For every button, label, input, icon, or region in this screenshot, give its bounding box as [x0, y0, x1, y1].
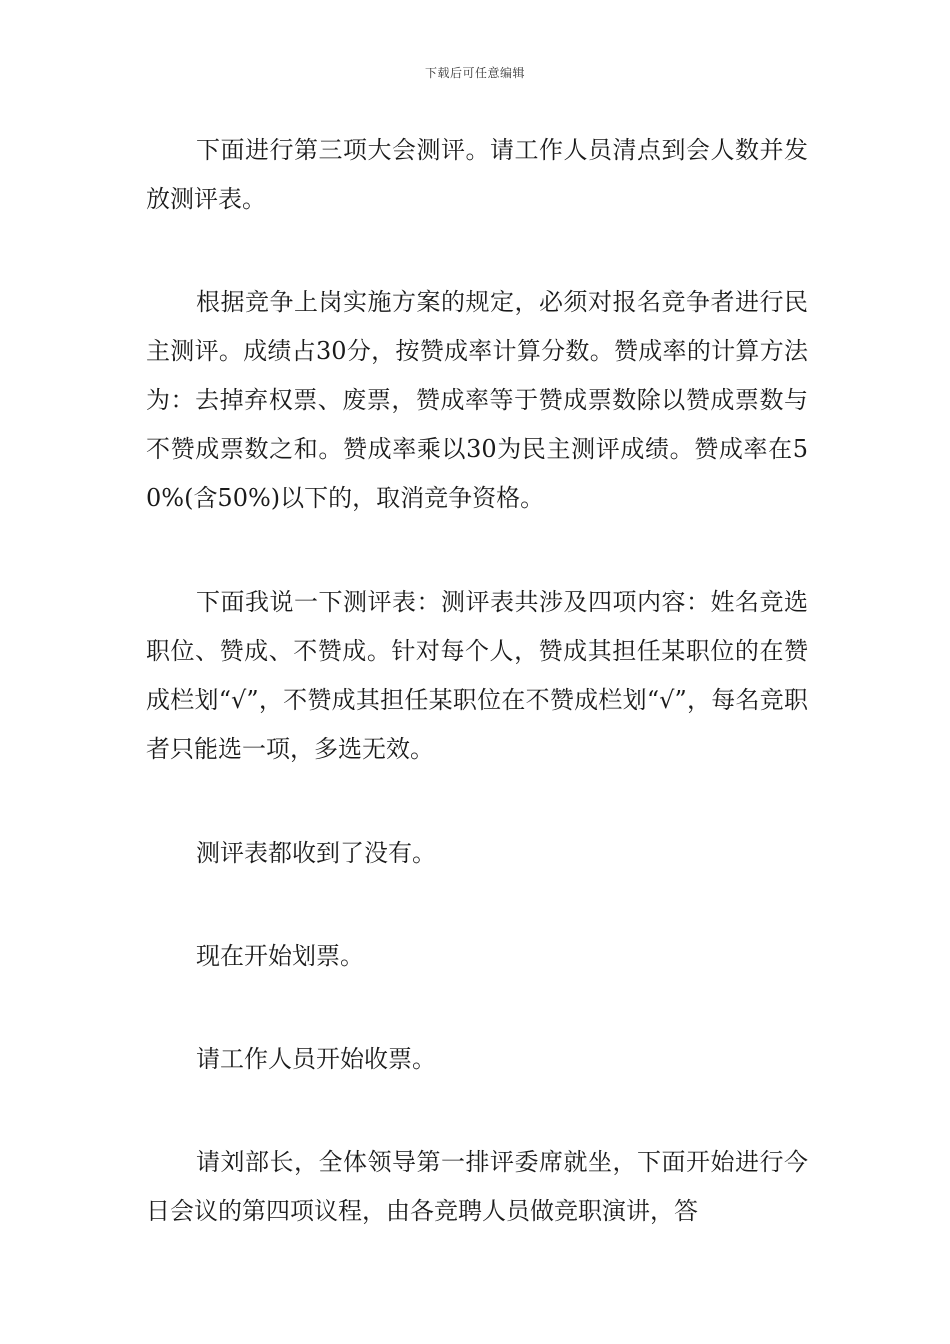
paragraph-7: 请刘部长，全体领导第一排评委席就坐，下面开始进行今日会议的第四项议程，由各竞聘人员做竞职演讲，答	[146, 1148, 808, 1225]
paragraph-3: 下面我说一下测评表：测评表共涉及四项内容：姓名竞选职位、赞成、不赞成。针对每个人，赞成其担任某职位的在赞成栏划“√”，不赞成其担任某职位在不赞成栏划“√”，每名竞职者只能选一项，多选无效。	[146, 588, 808, 763]
document-body	[146, 126, 808, 1289]
paragraph-2: 根据竞争上岗实施方案的规定，必须对报名竞争者进行民主测评。成绩占30分，按赞成率计算分数。赞成率的计算方法为：去掉弃权票、废票，赞成率等于赞成票数除以赞成票数与不赞成票数之和。赞成率乘以30为民主测评成绩。赞成率在50%(含50%)以下的，取消竞争资格。	[146, 288, 808, 512]
paragraph-4: 测评表都收到了没有。	[196, 839, 436, 867]
page-header: 下载后可任意编辑	[424, 66, 525, 80]
paragraph-1: 下面进行第三项大会测评。请工作人员清点到会人数并发放测评表。	[146, 136, 808, 213]
paragraph-6: 请工作人员开始收票。	[196, 1045, 436, 1073]
paragraph-5: 现在开始划票。	[196, 942, 364, 970]
